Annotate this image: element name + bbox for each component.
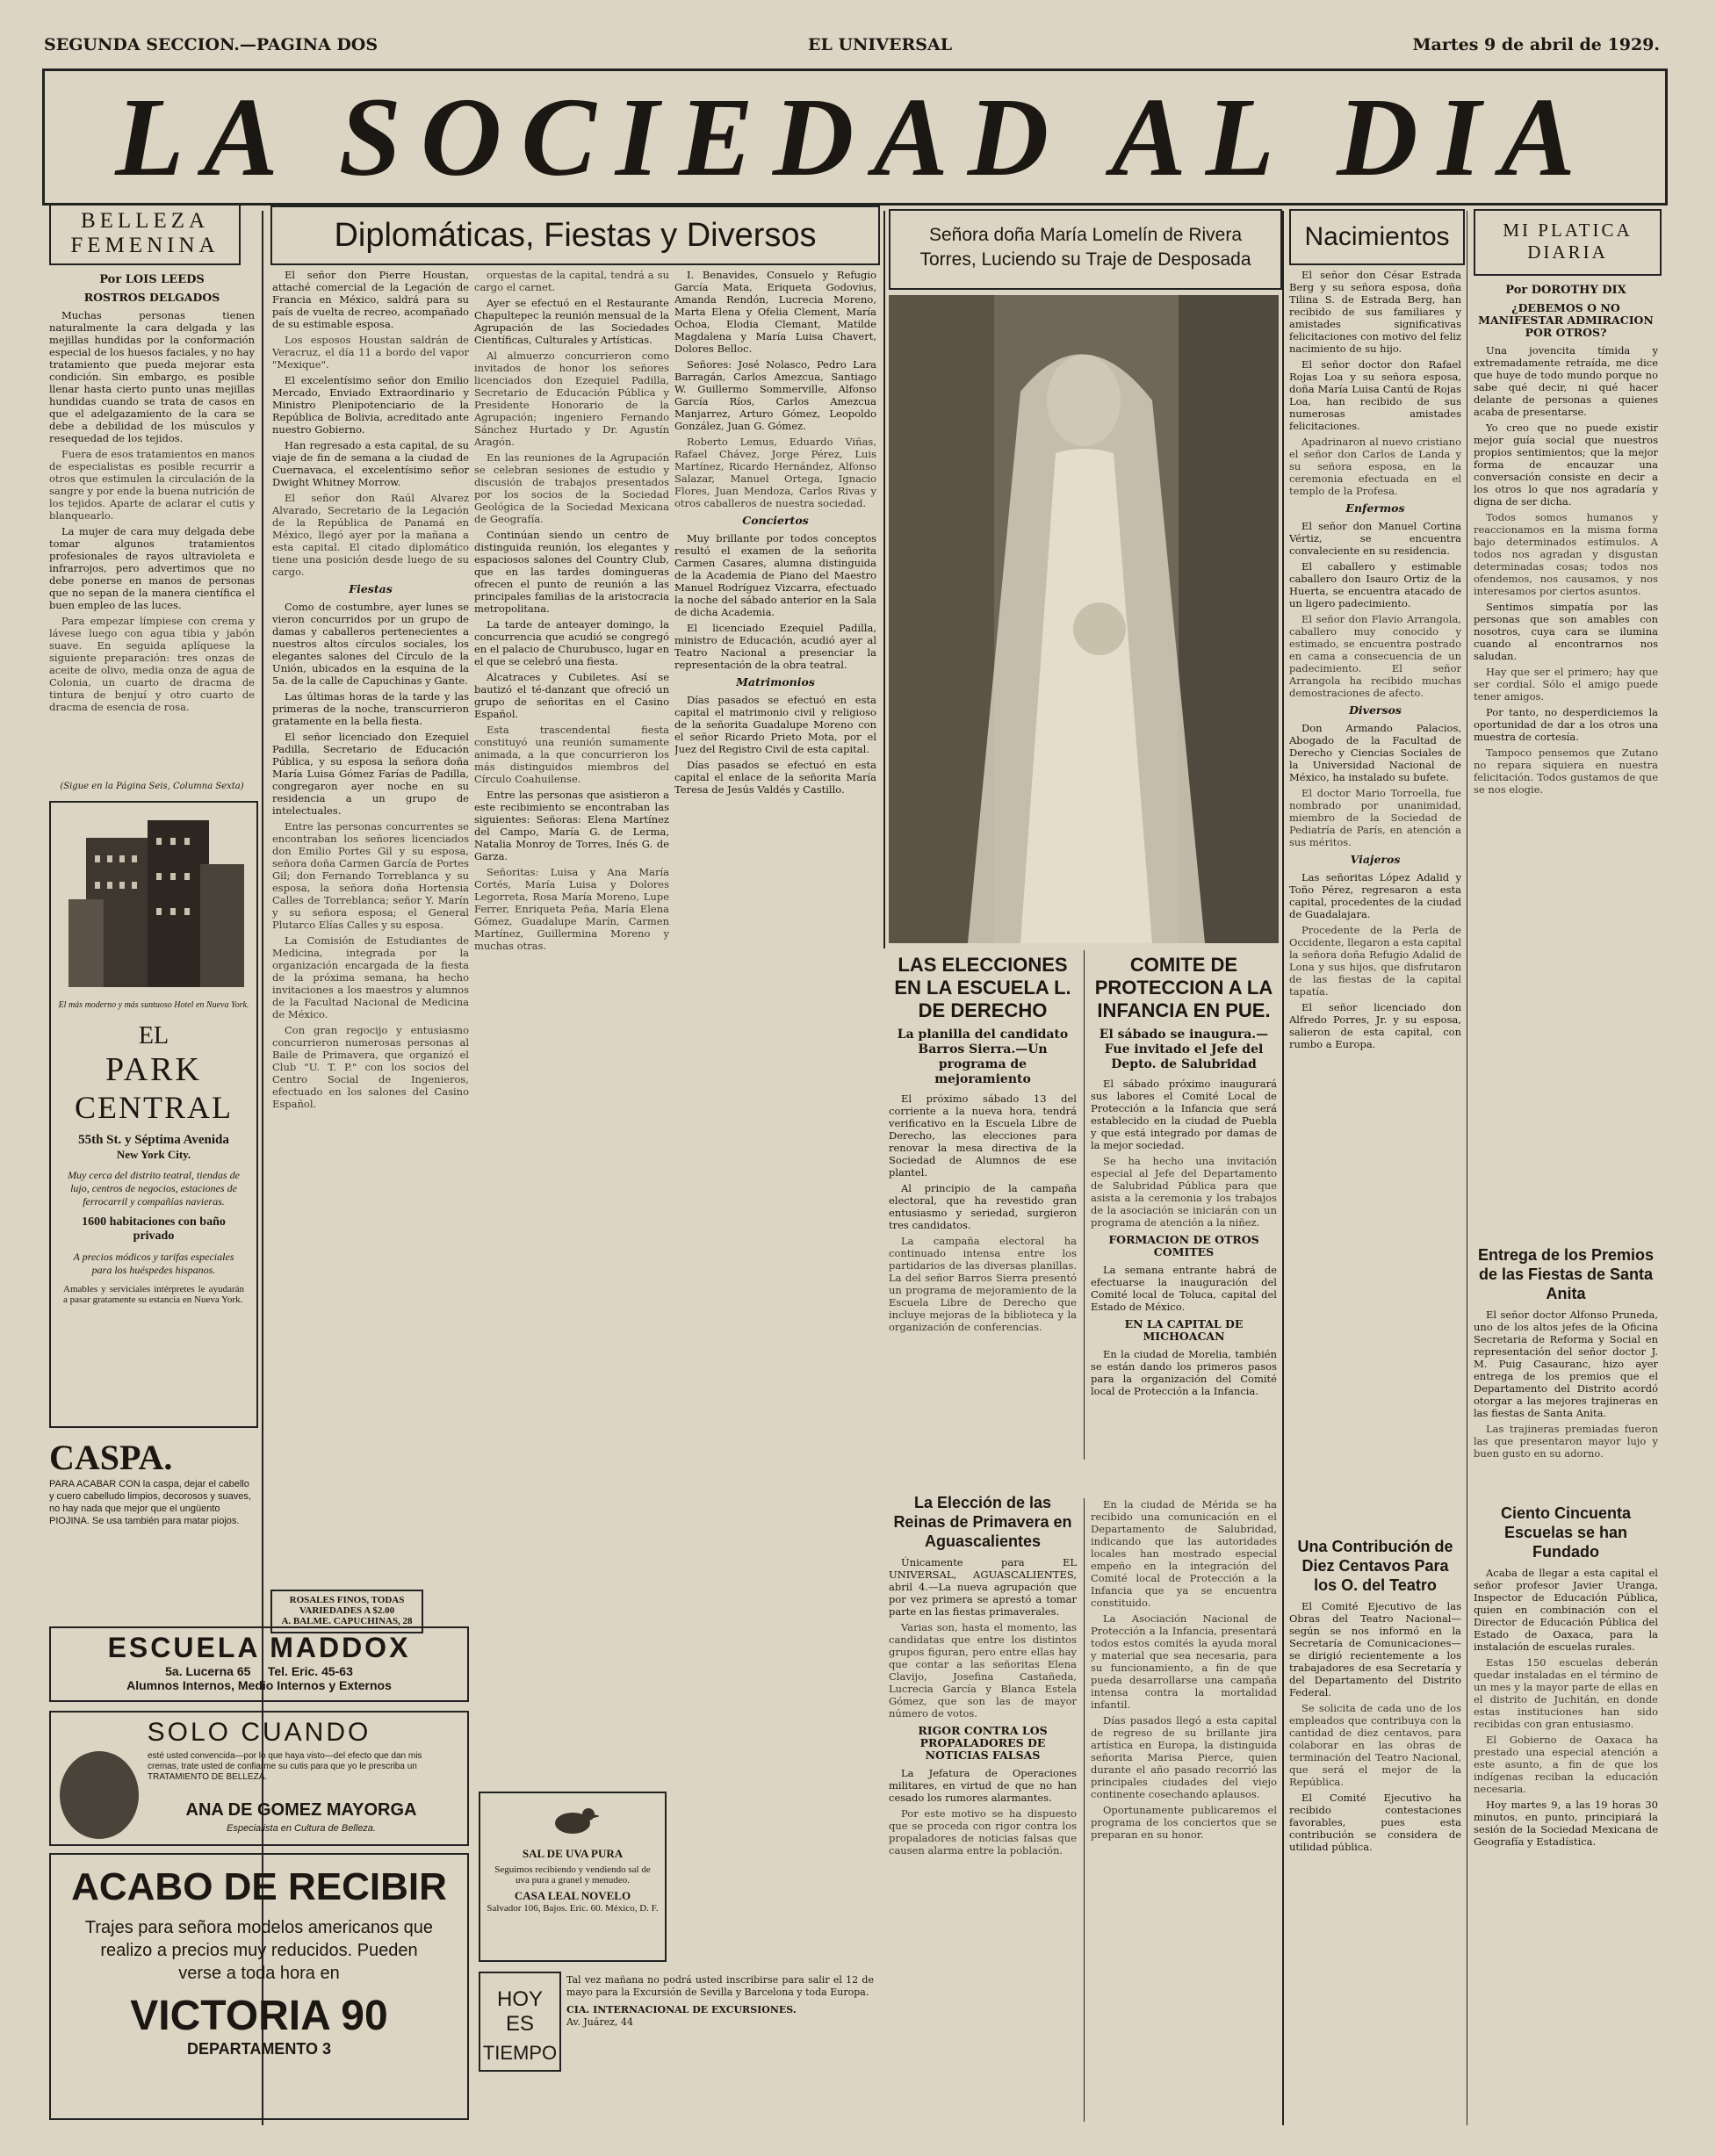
elecciones-derecho-subtitle: La planilla del candidato Barros Sierra.—Un programa de mejoramiento xyxy=(897,1028,1069,1086)
nacimientos-paragraph: Las señoritas López Adalid y Toño Pérez, regresaron a esta capital, procedentes de la ciudad de Guadalajara. xyxy=(1289,871,1461,920)
reinas-paragraph: Varias son, hasta el momento, las candidatas que entre los distintos grupos figuran, pero entre ellas hay que contar a las señoritas Elena Clavijo, Josefina Castañeda, Lucrecia García y Blanca Estela Gómez, que son las de mayor número de votos. xyxy=(889,1621,1077,1720)
comite-proteccion-article xyxy=(1091,954,1277,1498)
belleza-header-box xyxy=(49,204,241,265)
premios-paragraph: El señor doctor Alfonso Pruneda, uno de los altos jefes de la Oficina Secretaria de Reforma y Social en representación del señor doctor J. M. Puig Casauranc, hizo ayer entrega de los premios que el Departamento del Distrito acordó otorgar a las mejores trajineras en las fiestas de Santa Anita. xyxy=(1474,1309,1658,1419)
caspa-text: PARA ACABAR CON la caspa, dejar el cabello y cuero cabelludo limpios, decorosos y suaves, no hay nada que mejor que el ungüento PIOJINA. Se usa también para matar piojos. xyxy=(49,1479,251,1526)
premios-article xyxy=(1474,1245,1658,1500)
casa-leal-address: Salvador 106, Bajos. Eric. 60. México, D. F. xyxy=(487,1903,659,1914)
viajeros-heading: Viajeros xyxy=(1350,853,1401,866)
platica-paragraph: Tampoco pensemos que Zutano no repara siquiera en nuestra felicitación. Todos gustamos de que se nos elogie. xyxy=(1474,746,1658,796)
park-caption: El más moderno y más suntuoso Hotel en Nueva York. xyxy=(58,1000,249,1010)
matrimonios-heading: Matrimonios xyxy=(736,675,815,689)
solo-text: esté usted convencida—por lo que haya visto—del efecto que dan mis cremas, trate usted de confiarme su cutis para que yo le prescriba un TRATAMIENTO DE BELLEZA. xyxy=(148,1751,422,1782)
comite-subtitle: El sábado se inaugura.—Fue invitado el Jefe del Depto. de Salubridad xyxy=(1099,1028,1269,1071)
platica-title-2: DIARIA xyxy=(1527,242,1608,263)
elecciones-derecho-paragraph: La campaña electoral ha continuado intensa entre los partidarios de las diversas planillas. La del señor Barros Sierra presentó un programa de mejoramiento de la Escuela Libre de Derecho que incluye mejoras de la biblioteca y la organización de conferencias. xyxy=(889,1235,1077,1333)
platica-byline: Por DOROTHY DIX xyxy=(1505,284,1626,297)
reinas-paragraph: La Jefatura de Operaciones militares, en virtud de que no han cesado los rumores alarmantes. xyxy=(889,1767,1077,1804)
solo-subtitle: Especialista en Cultura de Belleza. xyxy=(227,1823,376,1834)
platica-paragraph: Hay que ser el primero; hay que ser cordial. Sólo el amigo puede tener amigos. xyxy=(1474,666,1658,703)
diplomaticas-paragraph: La tarde de anteayer domingo, la concurrencia que acudió se congregó en el palacio de Churubusco, lugar en el que se celebró una fiesta. xyxy=(474,618,669,667)
diplomaticas-paragraph: En las reuniones de la Agrupación se celebran sesiones de estudio y discusión de trabajos presentados por los socios de la Sociedad Geológica de la Sociedad Mexicana de Geografía. xyxy=(474,451,669,525)
column-rule xyxy=(883,211,885,948)
list-paragraph: Días pasados se efectuó en esta capital el matrimonio civil y religioso de la señorita Guadalupe Moreno con el señor Ricardo Prieto Mota, por el Juez del Registro Civil de esta capital. xyxy=(674,694,876,755)
fiestas-heading: Fiestas xyxy=(349,582,393,595)
list-paragraph: El licenciado Ezequiel Padilla, ministro de Educación, acudió ayer al Teatro Nacional a presenciar la representación de la obra teatral. xyxy=(674,622,876,671)
belleza-continued: (Sigue en la Página Seis, Columna Sexta) xyxy=(60,782,244,791)
column-rule xyxy=(1084,1498,1085,2122)
diversos-heading: Diversos xyxy=(1349,703,1402,717)
park-el: EL xyxy=(138,1022,169,1049)
platica-paragraph: Sentimos simpatía por las personas que son amables con nosotros, cuya cara se ilumina cuando al encontrarnos nos saludan. xyxy=(1474,601,1658,662)
top-header xyxy=(44,35,1660,61)
excursion-text: Tal vez mañana no podrá usted inscribirse para salir el 12 de mayo para la Excursión de Sevilla y Barcelona y toda Europa. xyxy=(566,1974,874,1998)
comite-paragraph: Oportunamente publicaremos el programa de los conciertos que se preparan en su honor. xyxy=(1091,1804,1277,1841)
park-address: 55th St. y Séptima Avenida xyxy=(78,1133,229,1147)
reinas-paragraph: Por este motivo se ha dispuesto que se proceda con rigor contra los propaladores de noticias falsas que causen alarma entre la población. xyxy=(889,1807,1077,1857)
acabo-address: VICTORIA 90 xyxy=(130,1993,388,2039)
comite-paragraph: En la ciudad de Morelia, también se están dando los primeros pasos para la organización del Comité local de Protección a la Infancia. xyxy=(1091,1348,1277,1397)
section-label: SEGUNDA SECCION.—PAGINA DOS xyxy=(44,35,379,54)
platica-title-1: MI PLATICA xyxy=(1503,220,1633,241)
reinas-subheading: RIGOR CONTRA LOS PROPALADORES DE NOTICIAS FALSAS xyxy=(918,1724,1048,1762)
continued-list-column xyxy=(674,269,876,1586)
diplomaticas-paragraph: El señor licenciado don Ezequiel Padilla, Secretario de Educación Pública, y su esposa la señora doña María Luisa Gómez Farías de Padilla, congregaron ayer noche en su residencia a un grupo de intelectuales. xyxy=(272,731,469,817)
premios-title: Entrega de los Premios de las Fiestas de Santa Anita xyxy=(1477,1246,1655,1302)
park-park: PARK xyxy=(105,1051,202,1088)
nacimientos-paragraph: El señor don Flavio Arrangola, caballero muy conocido y estimado, se encuentra postrado en cama a consecuencia de un padecimiento. El señor Arrangola ha recibido muchas demostraciones de afecto. xyxy=(1289,613,1461,699)
belleza-subtitle: ROSTROS DELGADOS xyxy=(83,291,220,304)
bride-title: Señora doña María Lomelín de Rivera Torres, Luciendo su Traje de Desposada xyxy=(919,225,1251,270)
belleza-paragraph: Para empezar límpiese con crema y lávese luego con agua tibia y jabón suave. En seguida aplíquese la siguiente preparación: tres onzas de aceite de olivo, media onza de agua de Colonia, un cuarto de dracma de tintura de benjuí y otro cuarto de dracma de esencia de rosa. xyxy=(49,615,255,713)
maddox-ad xyxy=(49,1626,469,1702)
park-rooms: 1600 habitaciones con baño privado xyxy=(82,1215,226,1243)
platica-header-box xyxy=(1474,209,1662,276)
nacimientos-paragraph: El señor licenciado don Alfredo Porres, Jr. y su esposa, salieron de esta capital, con rumbo a Europa. xyxy=(1289,1001,1461,1050)
comite-paragraph: El sábado próximo inaugurará sus labores el Comité Local de Protección a la Infancia que será establecido en la ciudad de Puebla y que está integrado por damas de la mejor sociedad. xyxy=(1091,1078,1277,1151)
list-paragraph: Señores: José Nolasco, Pedro Lara Barragán, Carlos Amezcua, Santiago W. Guillermo Sommerville, Alfonso García Ríos, Carlos Amezcua Manjarrez, Arturo Gómez, Leopoldo González, Juan G. Gómez. xyxy=(674,358,876,432)
diplomaticas-paragraph: Con gran regocijo y entusiasmo concurrieron numerosas personas al Baile de Primavera, que organizó el Club "U. T. P." con los socios del Centro Social de Ingenieros, efectuado en los salones del Casino Español. xyxy=(272,1024,469,1110)
diplomaticas-paragraph: Señoritas: Luisa y Ana María Cortés, María Luisa y Dolores Legorreta, Rosa María Moreno, Lupe Ferrer, Enriqueta Peña, María Elena Gómez, Guadalupe Marín, Carmen Martínez, Guillermina Moreno y muchas otras. xyxy=(474,866,669,952)
nacimientos-paragraph: El doctor Mario Torroella, fue nombrado por unanimidad, miembro de la Sociedad de Pediatría de París, en atención a sus méritos. xyxy=(1289,787,1461,848)
solo-title: SOLO CUANDO xyxy=(147,1718,371,1747)
park-text: Amables y serviciales intérpretes le ayudarán a pasar gratamente su estancia en Nueva York. xyxy=(63,1284,244,1305)
platica-paragraph: Yo creo que no puede existir mejor guía social que nuestros propios sentimientos; que la mejor forma de encauzar una conversación consiste en decir a los otros lo que nos agradaría y digna de ser dicha. xyxy=(1474,422,1658,508)
park-central: CENTRAL xyxy=(75,1090,233,1125)
diplomaticas-paragraph: Continúan siendo un centro de distinguida reunión, los elegantes y espaciosos salones del Country Club, que en las tardes domingueras ofrecen el punto de reunión a las principales familias de la aristocracia metropolitana. xyxy=(474,529,669,615)
nacimientos-paragraph: El señor doctor don Rafael Rojas Loa y su señora esposa, doña María Luisa Cantú de Rojas Loa, han recibido de sus numerosas amistades felicitaciones. xyxy=(1289,358,1461,432)
platica-paragraph: Todos somos humanos y reaccionamos en la misma forma bajo determinados estímulos. A todos nos agradan y disgustan determinadas cosas; todos nos ofendemos, nos causamos, y nos interesamos por ciertos asuntos. xyxy=(1474,511,1658,597)
hotel-building-illustration xyxy=(51,803,256,996)
escuelas-paragraph: Estas 150 escuelas deberán quedar instaladas en el término de un mes y la mayor parte de ellas en el distrito de Juchitán, en donde estas instituciones han sido recibidas con gran entusiasmo. xyxy=(1474,1656,1658,1730)
diplomaticas-paragraph: Ayer se efectuó en el Restaurante Chapultepec la reunión mensual de la Agrupación de las Sociedades Científicas, Culturales y Artísticas. xyxy=(474,297,669,346)
acabo-text: Trajes para señora modelos americanos que realizo a precios muy reducidos. Pueden verse a toda hora en xyxy=(84,1918,434,1983)
maddox-address: 5a. Lucerna 65 xyxy=(165,1664,251,1678)
nacimientos-paragraph: El señor don Manuel Cortina Vértiz, se encuentra convaleciente en su residencia. xyxy=(1289,520,1461,557)
comite-paragraph: Se ha hecho una invitación especial al Jefe del Departamento de Salubridad Pública para que asista a la ceremonia y los trabajos de la asociación se iniciarán con un programa de atención a la niñez. xyxy=(1091,1155,1277,1229)
park-text: A precios módicos y tarifas especiales para los huéspedes hispanos. xyxy=(73,1251,234,1276)
belleza-title-1: BELLEZA xyxy=(80,209,210,233)
sal-title: SAL DE UVA PURA xyxy=(522,1847,624,1860)
comite-title: COMITE DE PROTECCION A LA INFANCIA EN PUE. xyxy=(1094,954,1273,1021)
solo-name: ANA DE GOMEZ MAYORGA xyxy=(185,1800,417,1820)
masthead-title: LA SOCIEDAD AL DIA xyxy=(115,75,1595,199)
diplomaticas-paragraph: Esta trascendental fiesta constituyó una reunión sumamente animada, a la que concurrieron los más distinguidos miembros del Círculo Coahuilense. xyxy=(474,724,669,785)
belleza-paragraph: La mujer de cara muy delgada debe tomar algunos tratamientos profesionales de rayos ultravioleta e infrarrojos, pero advertimos que no debe ponerse en manos de personas que no sepan de la manera científica el buen empleo de las luces. xyxy=(49,525,255,611)
maddox-tel: Tel. Eric. 45-63 xyxy=(267,1664,353,1678)
diplomaticas-paragraph: orquestas de la capital, tendrá a su cargo el carnet. xyxy=(474,269,669,293)
contribucion-paragraph: El Comité Ejecutivo ha recibido contestaciones favorables, pues esta contribución se considera de utilidad pública. xyxy=(1289,1792,1461,1853)
list-paragraph: Días pasados se efectuó en esta capital el enlace de la señorita María Teresa de Jesús Valdés y Castillo. xyxy=(674,759,876,796)
nacimientos-paragraph: El caballero y estimable caballero don Isauro Ortiz de la Huerta, se encuentra atacado de un ligero padecimiento. xyxy=(1289,560,1461,609)
bride-header-box xyxy=(889,209,1282,290)
portrait-image xyxy=(60,1751,139,1839)
contribucion-paragraph: El Comité Ejecutivo de las Obras del Teatro Nacional—según se nos informó en la Secretaría de Comunicaciones—se dirigió recientemente a los trabajadores de esa Secretaría y del Departamento del Distrito Federal. xyxy=(1289,1600,1461,1698)
elecciones-derecho-paragraph: Al principio de la campaña electoral, que ha revestido gran entusiasmo y seriedad, surgieron tres candidatos. xyxy=(889,1182,1077,1231)
comite-paragraph: La Asociación Nacional de Protección a la Infancia, presentará todos estos comités la ayuda moral y material que sea necesaria, para su funcionamiento, a fin de que pueda desarrollarse una campaña intensa contra la mortalidad infantil. xyxy=(1091,1612,1277,1711)
rosales-text: ROSALES FINOS, TODAS VARIEDADES A $2.00 xyxy=(289,1595,405,1616)
diplomaticas-paragraph: Los esposos Houstan saldrán de Veracruz, el día 11 a bordo del vapor "Mexique". xyxy=(272,334,469,371)
acabo-title: ACABO DE RECIBIR xyxy=(71,1865,447,1908)
nacimientos-column xyxy=(1289,269,1461,1533)
acabo-department: DEPARTAMENTO 3 xyxy=(186,2040,331,2058)
excursion-company: CIA. INTERNACIONAL DE EXCURSIONES. xyxy=(566,2004,797,2015)
park-tagline: Muy cerca del distrito teatral, tiendas de lujo, centros de negocios, estaciones de ferrocarril y compañías navieras. xyxy=(68,1169,240,1208)
paper-name: EL UNIVERSAL xyxy=(808,35,953,54)
diplomaticas-paragraph: El señor don Raúl Alvarez Alvarado, Secretario de la Legación de la República de Panamá en México, llegó ayer por la mañana a esta capital. El citado diplomático tiene una posición desde luego de su cargo. xyxy=(272,492,469,578)
maddox-subtitle: Alumnos Internos, Medio Internos y Externos xyxy=(126,1678,392,1692)
conciertos-heading: Conciertos xyxy=(742,514,809,527)
diplomaticas-header-box xyxy=(270,206,880,265)
escuelas-article xyxy=(1474,1503,1658,2125)
nacimientos-paragraph: El señor don César Estrada Berg y su señora esposa, doña Tilina S. de Estrada Berg, han recibido de sus familiares y amistades significativas felicitaciones con motivo del feliz nacimiento de su hijo. xyxy=(1289,269,1461,355)
diplomaticas-column-2 xyxy=(474,269,669,1586)
issue-date: Martes 9 de abril de 1929. xyxy=(1412,35,1660,54)
diplomaticas-paragraph: El señor don Pierre Houstan, attaché comercial de la Legación de Francia en México, saldrá para su país de vuelta de recreo, acompañado de su estimable esposa. xyxy=(272,269,469,330)
nacimientos-paragraph: Apadrinaron al nuevo cristiano el señor don Carlos de Landa y su señora esposa, en la ceremonia efectuada en el templo de la Profesa. xyxy=(1289,436,1461,497)
escuelas-paragraph: Hoy martes 9, a las 19 horas 30 minutos, en punto, principiará la sesión de la Sociedad Mexicana de Geografía y Estadística. xyxy=(1474,1799,1658,1848)
elecciones-derecho-article xyxy=(889,954,1077,1463)
list-paragraph: Roberto Lemus, Eduardo Viñas, Rafael Chávez, Jorge Pérez, Luis Martínez, Ricardo Hernández, Alfonso Salazar, Manuel Ortega, Ignacio Flores, Juan Mendoza, Carlos Rivas y otros caballeros de nuestra sociedad. xyxy=(674,436,876,509)
park-central-ad xyxy=(49,801,258,1428)
column-rule xyxy=(1084,950,1085,1460)
bride-photo-illustration xyxy=(889,295,1279,943)
platica-column xyxy=(1474,279,1658,1237)
reinas-paragraph: Únicamente para EL UNIVERSAL, AGUASCALIENTES, abril 4.—La nueva agrupación que por vez primera se aprestó a tomar parte en las fiestas primaverales. xyxy=(889,1556,1077,1618)
rosales-address: A. BALME. CAPUCHINAS, 28 xyxy=(281,1616,413,1626)
belleza-paragraph: Fuera de esos tratamientos en manos de especialistas es posible recurrir a otros que estimulen la circulación de la sangre y por ende la buena nutrición de los tejidos. Aparte de aclarar el cutis y blanquearlo. xyxy=(49,448,255,522)
caspa-ad xyxy=(49,1437,255,1577)
list-paragraph: I. Benavides, Consuelo y Refugio García Mata, Eriqueta Godovius, Amanda Rendón, Lucrecia Moreno, Marta Elena y Ofelia Clement, María Ochoa, Elodia Clemant, Matilde Magdalena y María Luisa Chavert, Dolores Belloc. xyxy=(674,269,876,355)
elecciones-derecho-title: LAS ELECCIONES EN LA ESCUELA L. DE DERECHO xyxy=(894,954,1071,1021)
diplomaticas-paragraph: Al almuerzo concurrieron como invitados de honor los señores licenciados don Ezequiel Padilla, Secretario de Educación Pública y Presidente Honorario de la Agrupación; ingeniero Fernando Sánchez Hurtado y Dr. Agustín Aragón. xyxy=(474,350,669,448)
comite-continued-column xyxy=(1091,1498,1277,2122)
escuelas-paragraph: Acaba de llegar a esta capital el señor profesor Javier Uranga, Inspector de Educación Pública, quien en combinación con el Director de Educación Pública del Estado de Oaxaca, para la instalación de escuelas rurales. xyxy=(1474,1567,1658,1653)
diplomaticas-title: Diplomáticas, Fiestas y Diversos xyxy=(334,217,817,254)
list-paragraph: Muy brillante por todos conceptos resultó el examen de la señorita Carmen Casares, alumna distinguida de la Academia de Piano del Maestro Manuel Rodríguez Vizcarra, efectuado la noche del sábado anterior en la Sala de dicha Academia. xyxy=(674,532,876,618)
belleza-title-2: FEMENINA xyxy=(70,234,220,257)
nacimientos-title: Nacimientos xyxy=(1304,222,1450,251)
masthead-box xyxy=(42,69,1668,206)
nacimientos-paragraph: Don Armando Palacios, Abogado de la Facultad de Derecho y Ciencias Sociales de la Universidad Nacional de México, ha instalado su bufete. xyxy=(1289,722,1461,783)
comite-subheading: EN LA CAPITAL DE MICHOACAN xyxy=(1124,1317,1244,1343)
excursion-address: Av. Juárez, 44 xyxy=(566,2016,634,2028)
diplomaticas-paragraph: Entre las personas concurrentes se encontraban los señores licenciados don Emilio Portes Gil y su esposa, señora doña Carmen García de Portes Gil; don Fernando Torreblanca y su esposa, la señora doña Hortensia Calles de Torreblanca; señor Y. Marín y su señora esposa; el General Plutarco Elías Calles y su esposa. xyxy=(272,820,469,931)
belleza-byline: Por LOIS LEEDS xyxy=(99,273,205,286)
platica-paragraph: Por tanto, no desperdiciemos la oportunidad de dar a los otros una muestra de cortesía. xyxy=(1474,706,1658,743)
tiempo: TIEMPO xyxy=(482,2042,558,2064)
sal-de-uva-ad xyxy=(479,1792,667,1962)
platica-paragraph: Una jovencita tímida y extremadamente retraída, me dice que huye de todo mundo porque no sabe qué decir, ni qué hacer delante de personas a quienes acaba de presentarse. xyxy=(1474,344,1658,418)
bride-photo xyxy=(889,295,1279,943)
park-city: New York City. xyxy=(116,1148,191,1161)
acabo-de-recibir-ad xyxy=(49,1853,469,2120)
belleza-paragraph: Muchas personas tienen naturalmente la cara delgada y las mejillas hundidas por la conformación especial de los huesos faciales, y no hay tratamiento que pueda mejorar esta condición. Sin embargo, es posible llenar hasta cierto punto unas mejillas hundidas cuando se trata de casos en que el adelgazamiento de la cara se debe a debilidad de los músculos y resequedad de los tejidos. xyxy=(49,309,255,444)
diplomaticas-paragraph: Las últimas horas de la tarde y las primeras de la noche, transcurrieron gratamente en la bella fiesta. xyxy=(272,690,469,727)
belleza-column xyxy=(49,269,255,778)
diplomaticas-paragraph: El excelentísimo señor don Emilio Mercado, Enviado Extraordinario y Ministro Plenipotenciario de la República de Bolivia, acreditado ante nuestro Gobierno. xyxy=(272,374,469,436)
reinas-title: La Elección de las Reinas de Primavera en Aguascalientes xyxy=(893,1494,1072,1550)
diplomaticas-paragraph: Como de costumbre, ayer lunes se vieron concurridos por un grupo de damas y caballeros pertenecientes a nuestros altos círculos sociales, los elegantes salones del Círculo de la Unión, ubicados en la esquina de la 5a. de la calle de Capuchinas y Gante. xyxy=(272,601,469,687)
excursion-ad-text xyxy=(566,1974,874,2029)
diplomaticas-paragraph: Entre las personas que asistieron a este recibimiento se encontraban las siguientes: Señoras: Elena Martínez del Campo, María G. de Lerma, Natalia Monroy de Torres, Inés G. de Garza. xyxy=(474,789,669,862)
comite-paragraph: Días pasados llegó a esta capital de regreso de su brillante jira artística en Europa, la distinguida señorita Marisa Pierce, quien durante el año pasado recorrió las principales ciudades del viejo continente cosechando aplausos. xyxy=(1091,1714,1277,1800)
escuelas-paragraph: El Gobierno de Oaxaca ha prestado una especial atención a este asunto, a fin de que los indígenas reciban la educación necesaria. xyxy=(1474,1734,1658,1795)
caspa-title: CASPA. xyxy=(49,1438,173,1477)
elecciones-derecho-paragraph: El próximo sábado 13 del corriente a la nueva hora, tendrá verificativo en la Escuela Libre de Derecho, las elecciones para renovar la mesa directiva de la Sociedad de Alumnos de ese plantel. xyxy=(889,1092,1077,1179)
contribucion-title: Una Contribución de Diez Centavos Para los O. del Teatro xyxy=(1297,1538,1453,1594)
column-rule xyxy=(1282,211,1284,2125)
premios-paragraph: Las trajineras premiadas fueron las que presentaron mayor lujo y buen gusto en su adorno. xyxy=(1474,1423,1658,1460)
casa-leal-name: CASA LEAL NOVELO xyxy=(514,1889,631,1902)
diplomaticas-paragraph: Han regresado a esta capital, de su viaje de fin de semana a la ciudad de Cuernavaca, el excelentísimo señor Dwight Whitney Morrow. xyxy=(272,439,469,488)
comite-paragraph: En la ciudad de Mérida se ha recibido una comunicación en el Departamento de Salubridad, indicando que las autoridades locales han mostrado especial empeño en la integración del Comité local de Protección a la Infancia que ya se encuentra constituido. xyxy=(1091,1498,1277,1609)
reinas-article xyxy=(889,1493,1077,2125)
contribucion-article xyxy=(1289,1537,1461,2125)
bird-icon xyxy=(546,1799,599,1842)
nacimientos-paragraph: Procedente de la Perla de Occidente, llegaron a esta capital la señora doña Refugio Adalid de Lona y sus hijos, que disfrutaron de las fiestas de la capital tapatía. xyxy=(1289,924,1461,998)
hoy-es-tiempo-ad xyxy=(479,1972,561,2072)
comite-subheading: FORMACION DE OTROS COMITES xyxy=(1108,1233,1259,1258)
sal-text: Seguimos recibiendo y vendiendo sal de uva pura a granel y menudeo. xyxy=(494,1864,651,1886)
nacimientos-header-box xyxy=(1289,209,1465,265)
diplomaticas-paragraph: La Comisión de Estudiantes de Medicina, integrada por la organización encargada de la fiesta de la próxima semana, ha hecho invitaciones a los maestros y alumnos de la Facultad Nacional de Medicina de México. xyxy=(272,934,469,1020)
comite-paragraph: La semana entrante habrá de efectuarse la inauguración del Comité local de Toluca, capital del Estado de México. xyxy=(1091,1264,1277,1313)
contribucion-paragraph: Se solicita de cada uno de los empleados que contribuya con la cantidad de diez centavos, para colaborar en las obras de terminación del Teatro Nacional, que será el mejor de la República. xyxy=(1289,1702,1461,1788)
solo-cuando-ad xyxy=(49,1711,469,1846)
maddox-title: ESCUELA MADDOX xyxy=(107,1632,411,1663)
platica-question: ¿DEBEMOS O NO MANIFESTAR ADMIRACION POR OTROS? xyxy=(1478,301,1654,339)
escuelas-title: Ciento Cincuenta Escuelas se han Fundado xyxy=(1500,1504,1631,1561)
diplomaticas-paragraph: Alcatraces y Cubiletes. Así se bautizó el té-danzant que ofreció un grupo de señoritas en el Casino Español. xyxy=(474,671,669,720)
hoy-es: HOY ES xyxy=(496,1987,543,2036)
enfermos-heading: Enfermos xyxy=(1345,501,1405,515)
diplomaticas-column-1 xyxy=(272,269,469,1586)
